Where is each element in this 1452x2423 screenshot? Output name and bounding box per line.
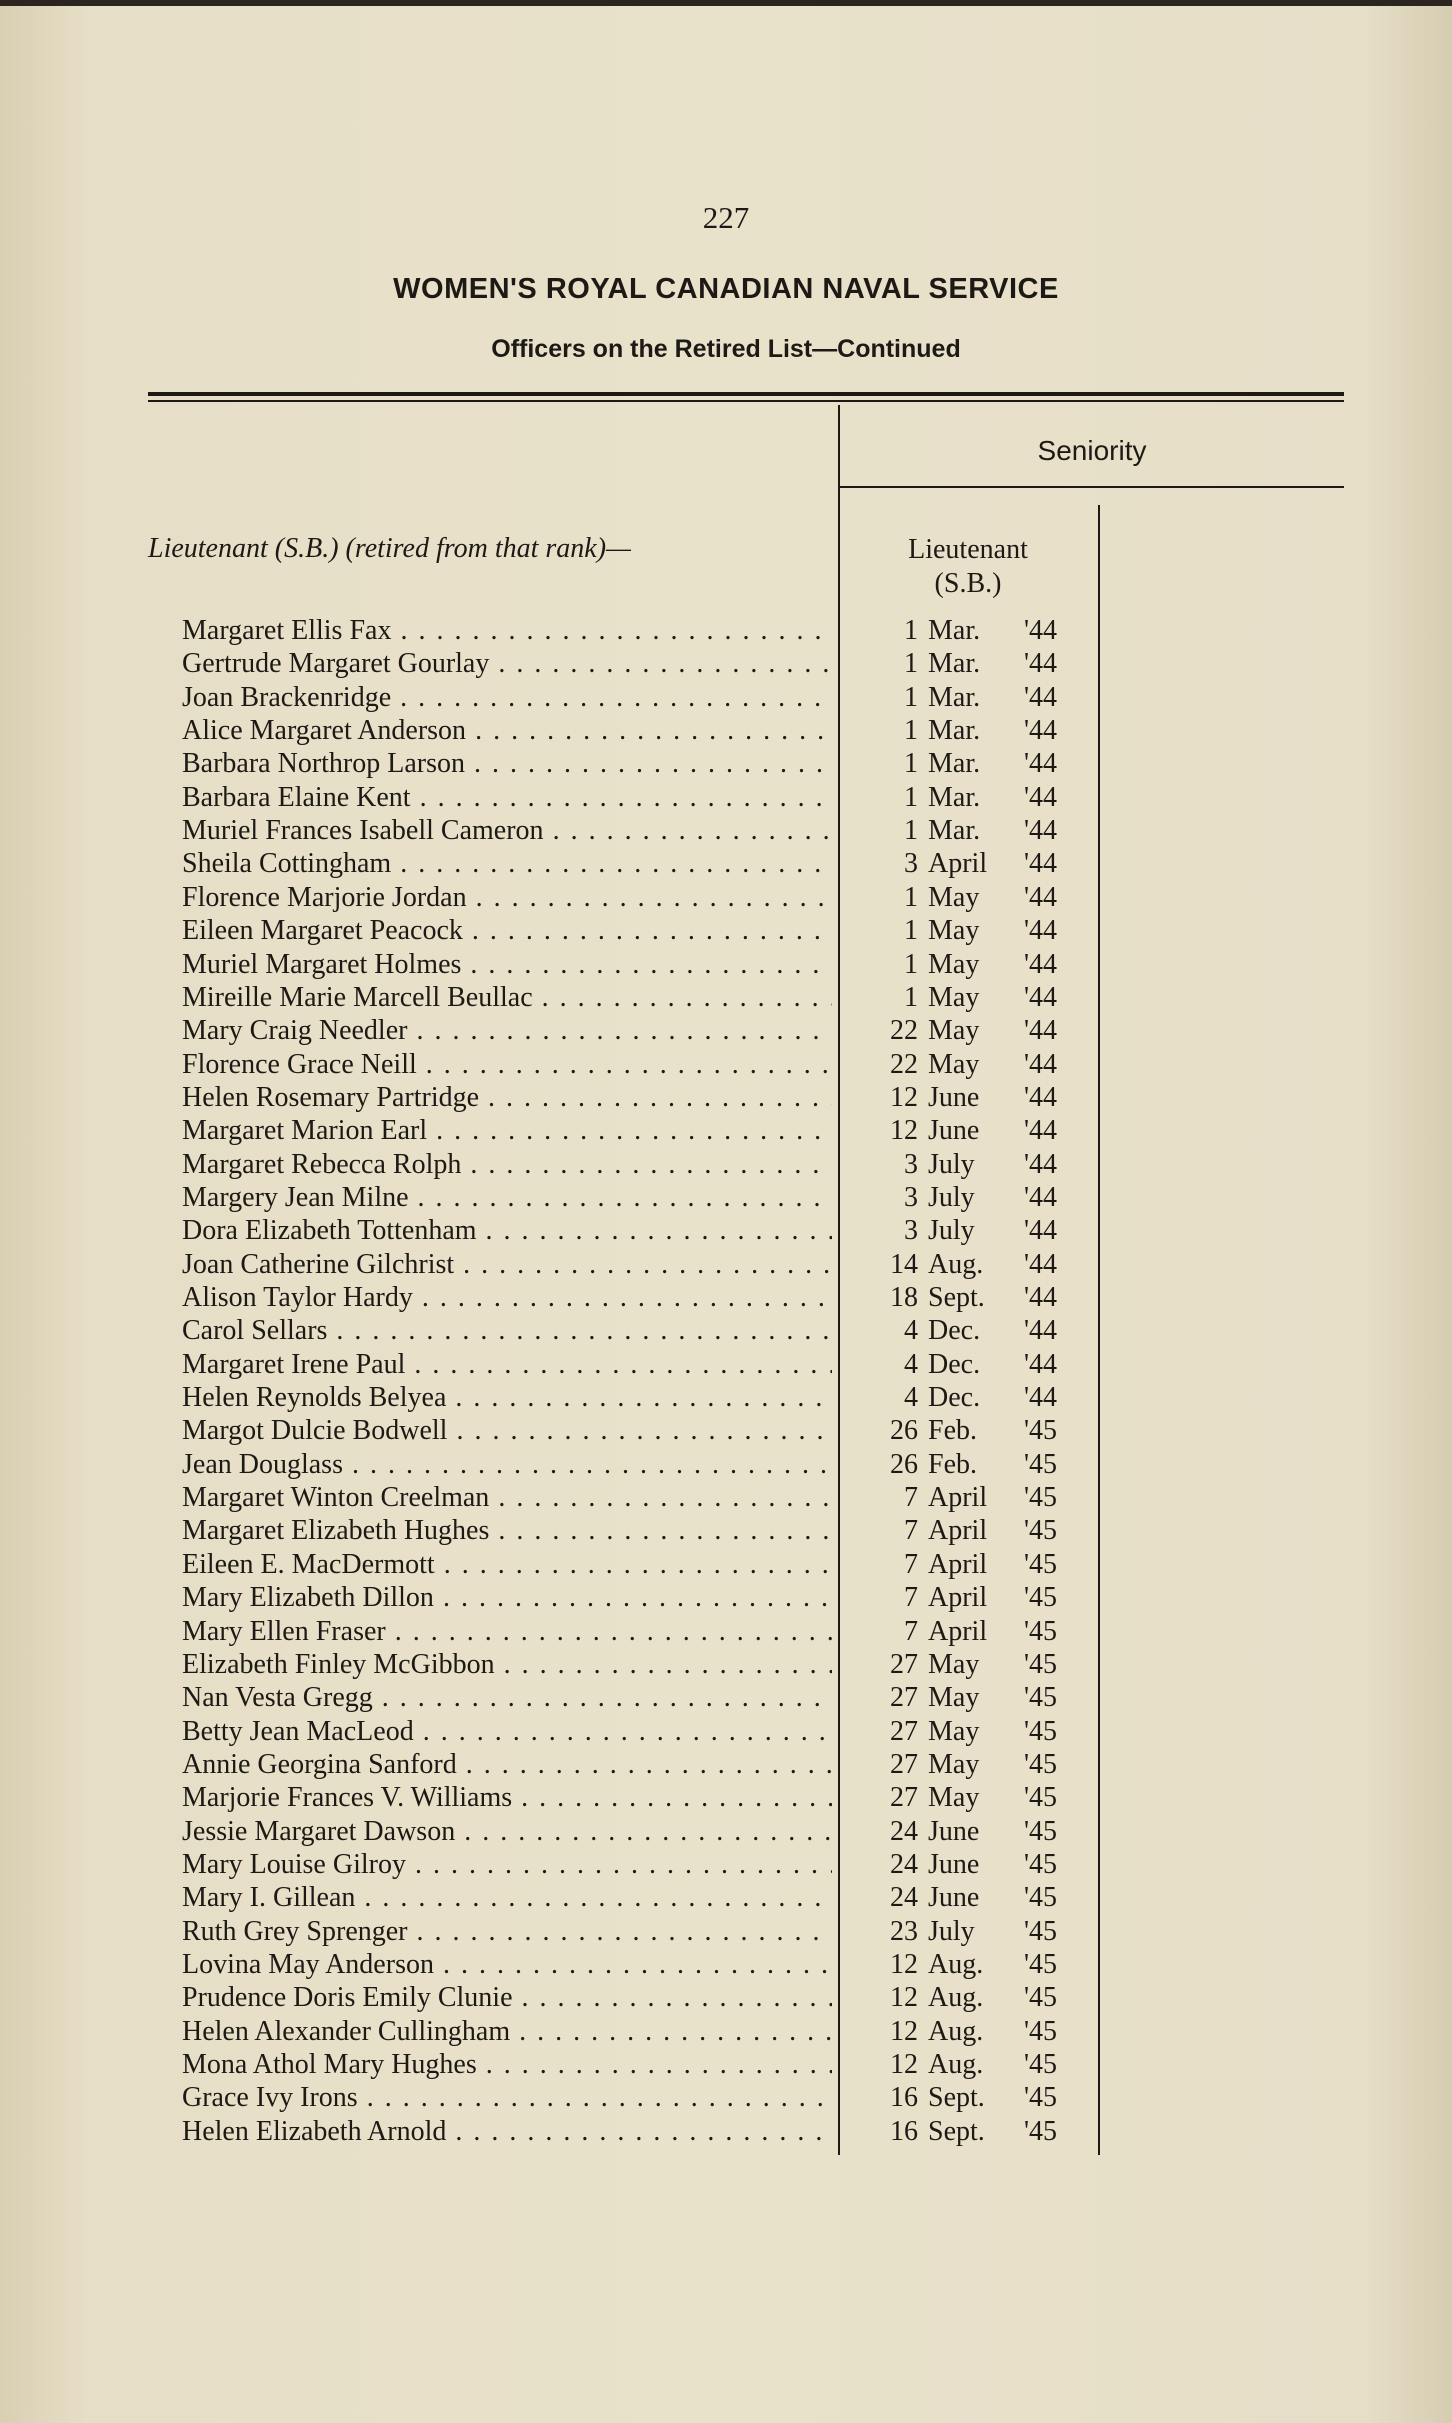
officer-row (0, 1514, 1452, 1547)
officer-name: Dora Elizabeth Tottenham . . . (182, 1214, 832, 1247)
seniority-month: Sept. (928, 1282, 985, 1313)
seniority-month: June (928, 1081, 980, 1113)
seniority-day: 7 (904, 1615, 918, 1647)
officer-row (0, 1148, 1452, 1181)
seniority-year: '44 (1024, 615, 1058, 646)
officer-row (0, 781, 1452, 814)
seniority-month: Dec. (928, 1382, 981, 1414)
seniority-month: July (928, 1148, 975, 1180)
officer-name: Joan Brackenridge . . . (182, 681, 832, 714)
officer-name: Jean Douglass . . . (182, 1448, 832, 1481)
seniority-month: April (928, 848, 988, 880)
officer-row (0, 1581, 1452, 1614)
seniority-year: '45 (1024, 1615, 1058, 1647)
seniority-day: 1 (904, 648, 918, 680)
seniority-year: '45 (1024, 1715, 1058, 1747)
seniority-day: 16 (890, 2115, 918, 2147)
seniority-year: '44 (1024, 1115, 1058, 1147)
officer-name: Sheila Cottingham . . . (182, 847, 832, 880)
seniority-year: '44 (1024, 748, 1058, 780)
seniority-day: 7 (904, 1548, 918, 1580)
officer-name: Margaret Ellis Fax . . . (182, 614, 832, 647)
officer-row (0, 1781, 1452, 1814)
seniority-month: May (928, 1648, 980, 1680)
seniority-month: June (928, 1815, 980, 1847)
seniority-year: '45 (1024, 1882, 1058, 1914)
double-rule-top (148, 392, 1344, 396)
seniority-day: 3 (904, 1181, 918, 1213)
officer-row (0, 1848, 1452, 1881)
officer-row (0, 2015, 1452, 2048)
seniority-month: Sept. (928, 2082, 985, 2114)
seniority-year: '44 (1024, 1348, 1058, 1380)
seniority-day: 7 (904, 1515, 918, 1547)
seniority-day: 16 (890, 2082, 918, 2114)
officer-row (0, 2115, 1452, 2148)
officer-row (0, 2048, 1452, 2081)
rank-line-1: Lieutenant (908, 534, 1028, 565)
seniority-day: 1 (904, 981, 918, 1013)
officer-name: Lovina May Anderson . . . (182, 1948, 832, 1981)
officer-name: Mary Craig Needler . . . (182, 1014, 832, 1047)
officer-name: Margaret Winton Creelman . . . (182, 1481, 832, 1514)
seniority-year: '44 (1024, 1315, 1058, 1347)
officer-name: Carol Sellars . . . (182, 1314, 832, 1347)
seniority-year: '45 (1024, 1782, 1058, 1814)
seniority-year: '44 (1024, 1248, 1058, 1280)
officer-name: Barbara Northrop Larson . . . (182, 747, 832, 780)
double-rule-bottom (148, 400, 1344, 402)
officer-row (0, 1048, 1452, 1081)
officer-row (0, 714, 1452, 747)
seniority-month: Aug. (928, 2015, 984, 2047)
seniority-month: July (928, 1915, 975, 1947)
officer-row (0, 1915, 1452, 1948)
seniority-day: 27 (890, 1748, 918, 1780)
seniority-year: '44 (1024, 648, 1058, 680)
seniority-day: 1 (904, 615, 918, 646)
seniority-month: May (928, 1682, 980, 1714)
officer-name: Nan Vesta Gregg . . . (182, 1681, 832, 1714)
seniority-month: May (928, 881, 980, 913)
seniority-month: May (928, 981, 980, 1013)
officer-name: Helen Elizabeth Arnold . . . (182, 2115, 832, 2148)
page-top-edge (0, 0, 1452, 6)
officer-name: Gertrude Margaret Gourlay . . . (182, 647, 832, 680)
officer-name: Ruth Grey Sprenger . . . (182, 1915, 832, 1948)
seniority-month: Feb. (928, 1448, 977, 1480)
seniority-month: April (928, 1582, 988, 1614)
seniority-header-rule (840, 486, 1344, 488)
officer-name: Marjorie Frances V. Williams . . . (182, 1781, 832, 1814)
seniority-day: 7 (904, 1482, 918, 1514)
officer-row (0, 1615, 1452, 1648)
officer-row (0, 1181, 1452, 1214)
seniority-day: 23 (890, 1915, 918, 1947)
seniority-month: May (928, 1015, 980, 1047)
seniority-year: '45 (1024, 1482, 1058, 1514)
officer-row (0, 814, 1452, 847)
seniority-day: 12 (890, 1982, 918, 2014)
seniority-year: '45 (1024, 1949, 1058, 1980)
rank-column-header (858, 533, 1078, 601)
seniority-day: 14 (890, 1248, 918, 1280)
officer-row (0, 1481, 1452, 1514)
officer-row (0, 1114, 1452, 1147)
rank-line-2: (S.B.) (934, 568, 1002, 599)
seniority-year: '45 (1024, 1748, 1058, 1780)
officer-name: Annie Georgina Sanford . . . (182, 1748, 832, 1781)
seniority-year: '45 (1024, 1848, 1058, 1880)
officer-name: Mary Louise Gilroy . . . (182, 1848, 832, 1881)
seniority-day: 12 (890, 2049, 918, 2081)
page-number: 227 (702, 200, 750, 235)
seniority-day: 22 (890, 1048, 918, 1080)
seniority-day: 12 (890, 2015, 918, 2047)
seniority-year: '45 (1024, 1915, 1058, 1947)
officer-row (0, 1981, 1452, 2014)
seniority-month: Aug. (928, 1248, 984, 1280)
seniority-year: '45 (1024, 1682, 1058, 1714)
officer-row (0, 1214, 1452, 1247)
seniority-day: 4 (904, 1348, 918, 1380)
officer-name: Margaret Irene Paul . . . (182, 1348, 832, 1381)
seniority-day: 27 (890, 1715, 918, 1747)
seniority-day: 1 (904, 815, 918, 847)
officer-row (0, 948, 1452, 981)
officer-name: Elizabeth Finley McGibbon . . . (182, 1648, 832, 1681)
seniority-year: '44 (1024, 1282, 1058, 1313)
officer-row (0, 1081, 1452, 1114)
officer-row (0, 1314, 1452, 1347)
officer-row (0, 1014, 1452, 1047)
officer-name: Eileen Margaret Peacock . . . (182, 914, 832, 947)
seniority-year: '44 (1024, 681, 1058, 713)
seniority-year: '45 (1024, 1815, 1058, 1847)
seniority-year: '45 (1024, 1648, 1058, 1680)
seniority-day: 18 (890, 1282, 918, 1313)
seniority-year: '44 (1024, 715, 1058, 747)
seniority-day: 24 (890, 1882, 918, 1914)
seniority-day: 3 (904, 848, 918, 880)
officer-name: Alison Taylor Hardy . . . (182, 1281, 832, 1314)
seniority-day: 4 (904, 1382, 918, 1414)
seniority-month: Feb. (928, 1415, 977, 1447)
seniority-month: Dec. (928, 1315, 981, 1347)
officer-row (0, 1414, 1452, 1447)
officer-row (0, 914, 1452, 947)
officer-name: Mary I. Gillean . . . (182, 1881, 832, 1914)
seniority-year: '45 (1024, 1548, 1058, 1580)
seniority-year: '44 (1024, 1215, 1058, 1247)
officer-row (0, 1815, 1452, 1848)
seniority-day: 4 (904, 1315, 918, 1347)
seniority-year: '44 (1024, 881, 1058, 913)
seniority-month: May (928, 948, 980, 980)
seniority-month: Mar. (928, 715, 981, 747)
officer-name: Helen Alexander Cullingham . . . (182, 2015, 832, 2048)
page-subtitle: Officers on the Retired List—Continued (491, 335, 961, 363)
seniority-month: April (928, 1615, 988, 1647)
seniority-year: '45 (1024, 1582, 1058, 1614)
officer-name: Mona Athol Mary Hughes . . . (182, 2048, 832, 2081)
page-title: WOMEN'S ROYAL CANADIAN NAVAL SERVICE (393, 273, 1059, 305)
officer-row (0, 1248, 1452, 1281)
seniority-day: 1 (904, 915, 918, 947)
officer-row (0, 881, 1452, 914)
seniority-month: June (928, 1848, 980, 1880)
officer-name: Betty Jean MacLeod . . . (182, 1715, 832, 1748)
officer-name: Florence Grace Neill . . . (182, 1048, 832, 1081)
officer-name: Grace Ivy Irons . . . (182, 2081, 832, 2114)
seniority-month: Mar. (928, 748, 981, 780)
seniority-year: '44 (1024, 1048, 1058, 1080)
seniority-year: '44 (1024, 948, 1058, 980)
officer-row (0, 847, 1452, 880)
officer-name: Joan Catherine Gilchrist . . . (182, 1248, 832, 1281)
officer-row (0, 981, 1452, 1014)
seniority-day: 3 (904, 1148, 918, 1180)
officer-row (0, 1448, 1452, 1481)
seniority-day: 1 (904, 948, 918, 980)
officer-name: Helen Rosemary Partridge . . . (182, 1081, 832, 1114)
seniority-day: 27 (890, 1648, 918, 1680)
seniority-day: 26 (890, 1415, 918, 1447)
officer-row (0, 647, 1452, 680)
seniority-month: May (928, 915, 980, 947)
officer-row (0, 747, 1452, 780)
seniority-month: June (928, 1882, 980, 1914)
officer-name: Florence Marjorie Jordan . . . (182, 881, 832, 914)
officer-row (0, 1948, 1452, 1981)
seniority-month: April (928, 1548, 988, 1580)
officer-row (0, 1381, 1452, 1414)
seniority-year: '45 (1024, 2115, 1058, 2147)
officer-name: Margaret Elizabeth Hughes . . . (182, 1514, 832, 1547)
seniority-year: '45 (1024, 1448, 1058, 1480)
officer-row (0, 1715, 1452, 1748)
seniority-month: Mar. (928, 781, 981, 813)
officer-name: Margot Dulcie Bodwell . . . (182, 1414, 832, 1447)
officer-row (0, 1748, 1452, 1781)
seniority-month: Dec. (928, 1348, 981, 1380)
seniority-year: '44 (1024, 1148, 1058, 1180)
seniority-day: 1 (904, 681, 918, 713)
officer-name: Mary Ellen Fraser . . . (182, 1615, 832, 1648)
officer-name: Muriel Frances Isabell Cameron . . . (182, 814, 832, 847)
officer-row (0, 1648, 1452, 1681)
officer-row (0, 1548, 1452, 1581)
seniority-month: July (928, 1215, 975, 1247)
seniority-month: May (928, 1048, 980, 1080)
officer-name: Helen Reynolds Belyea . . . (182, 1381, 832, 1414)
officer-name: Jessie Margaret Dawson . . . (182, 1815, 832, 1848)
seniority-month: June (928, 1115, 980, 1147)
officer-name: Mary Elizabeth Dillon . . . (182, 1581, 832, 1614)
seniority-day: 12 (890, 1081, 918, 1113)
seniority-month: Mar. (928, 648, 981, 680)
seniority-month: April (928, 1515, 988, 1547)
seniority-year: '44 (1024, 981, 1058, 1013)
officer-name: Muriel Margaret Holmes . . . (182, 948, 832, 981)
seniority-day: 24 (890, 1815, 918, 1847)
officer-name: Margery Jean Milne . . . (182, 1181, 832, 1214)
officer-name: Prudence Doris Emily Clunie . . . (182, 1981, 832, 2014)
officer-row (0, 2081, 1452, 2114)
seniority-month: May (928, 1715, 980, 1747)
seniority-year: '44 (1024, 848, 1058, 880)
seniority-month: July (928, 1181, 975, 1213)
seniority-day: 12 (890, 1115, 918, 1147)
seniority-month: Mar. (928, 815, 981, 847)
seniority-day: 27 (890, 1782, 918, 1814)
seniority-day: 27 (890, 1682, 918, 1714)
officer-name: Barbara Elaine Kent . . . (182, 781, 832, 814)
seniority-day: 3 (904, 1215, 918, 1247)
officer-row (0, 1681, 1452, 1714)
seniority-day: 26 (890, 1448, 918, 1480)
officer-name: Margaret Marion Earl . . . (182, 1114, 832, 1147)
seniority-year: '44 (1024, 781, 1058, 813)
seniority-year: '44 (1024, 915, 1058, 947)
seniority-day: 1 (904, 748, 918, 780)
seniority-month: May (928, 1748, 980, 1780)
seniority-day: 22 (890, 1015, 918, 1047)
officer-row (0, 681, 1452, 714)
officer-name: Eileen E. MacDermott . . . (182, 1548, 832, 1581)
seniority-day: 1 (904, 715, 918, 747)
seniority-year: '44 (1024, 1015, 1058, 1047)
seniority-year: '45 (1024, 1415, 1058, 1447)
seniority-column-header: Seniority (1037, 435, 1147, 466)
officer-name: Alice Margaret Anderson . . . (182, 714, 832, 747)
section-heading: Lieutenant (S.B.) (retired from that rank)— (148, 533, 631, 564)
seniority-year: '45 (1024, 2049, 1058, 2081)
seniority-month: Sept. (928, 2115, 985, 2147)
seniority-month: Mar. (928, 615, 981, 646)
officer-name: Margaret Rebecca Rolph . . . (182, 1148, 832, 1181)
seniority-day: 1 (904, 881, 918, 913)
seniority-month: May (928, 1782, 980, 1814)
seniority-day: 12 (890, 1949, 918, 1980)
seniority-year: '44 (1024, 1382, 1058, 1414)
seniority-month: April (928, 1482, 988, 1514)
officer-row (0, 614, 1452, 647)
officer-row (0, 1881, 1452, 1914)
officer-row (0, 1281, 1452, 1314)
seniority-month: Aug. (928, 2049, 984, 2081)
seniority-year: '45 (1024, 1515, 1058, 1547)
officer-row (0, 1348, 1452, 1381)
seniority-day: 1 (904, 781, 918, 813)
seniority-day: 7 (904, 1582, 918, 1614)
seniority-year: '45 (1024, 2015, 1058, 2047)
seniority-month: Aug. (928, 1949, 984, 1980)
seniority-month: Aug. (928, 1982, 984, 2014)
seniority-year: '44 (1024, 1081, 1058, 1113)
seniority-month: Mar. (928, 681, 981, 713)
seniority-year: '45 (1024, 2082, 1058, 2114)
seniority-year: '44 (1024, 1181, 1058, 1213)
officer-name: Mireille Marie Marcell Beullac . . . (182, 981, 832, 1014)
seniority-day: 24 (890, 1848, 918, 1880)
seniority-year: '44 (1024, 815, 1058, 847)
seniority-year: '45 (1024, 1982, 1058, 2014)
